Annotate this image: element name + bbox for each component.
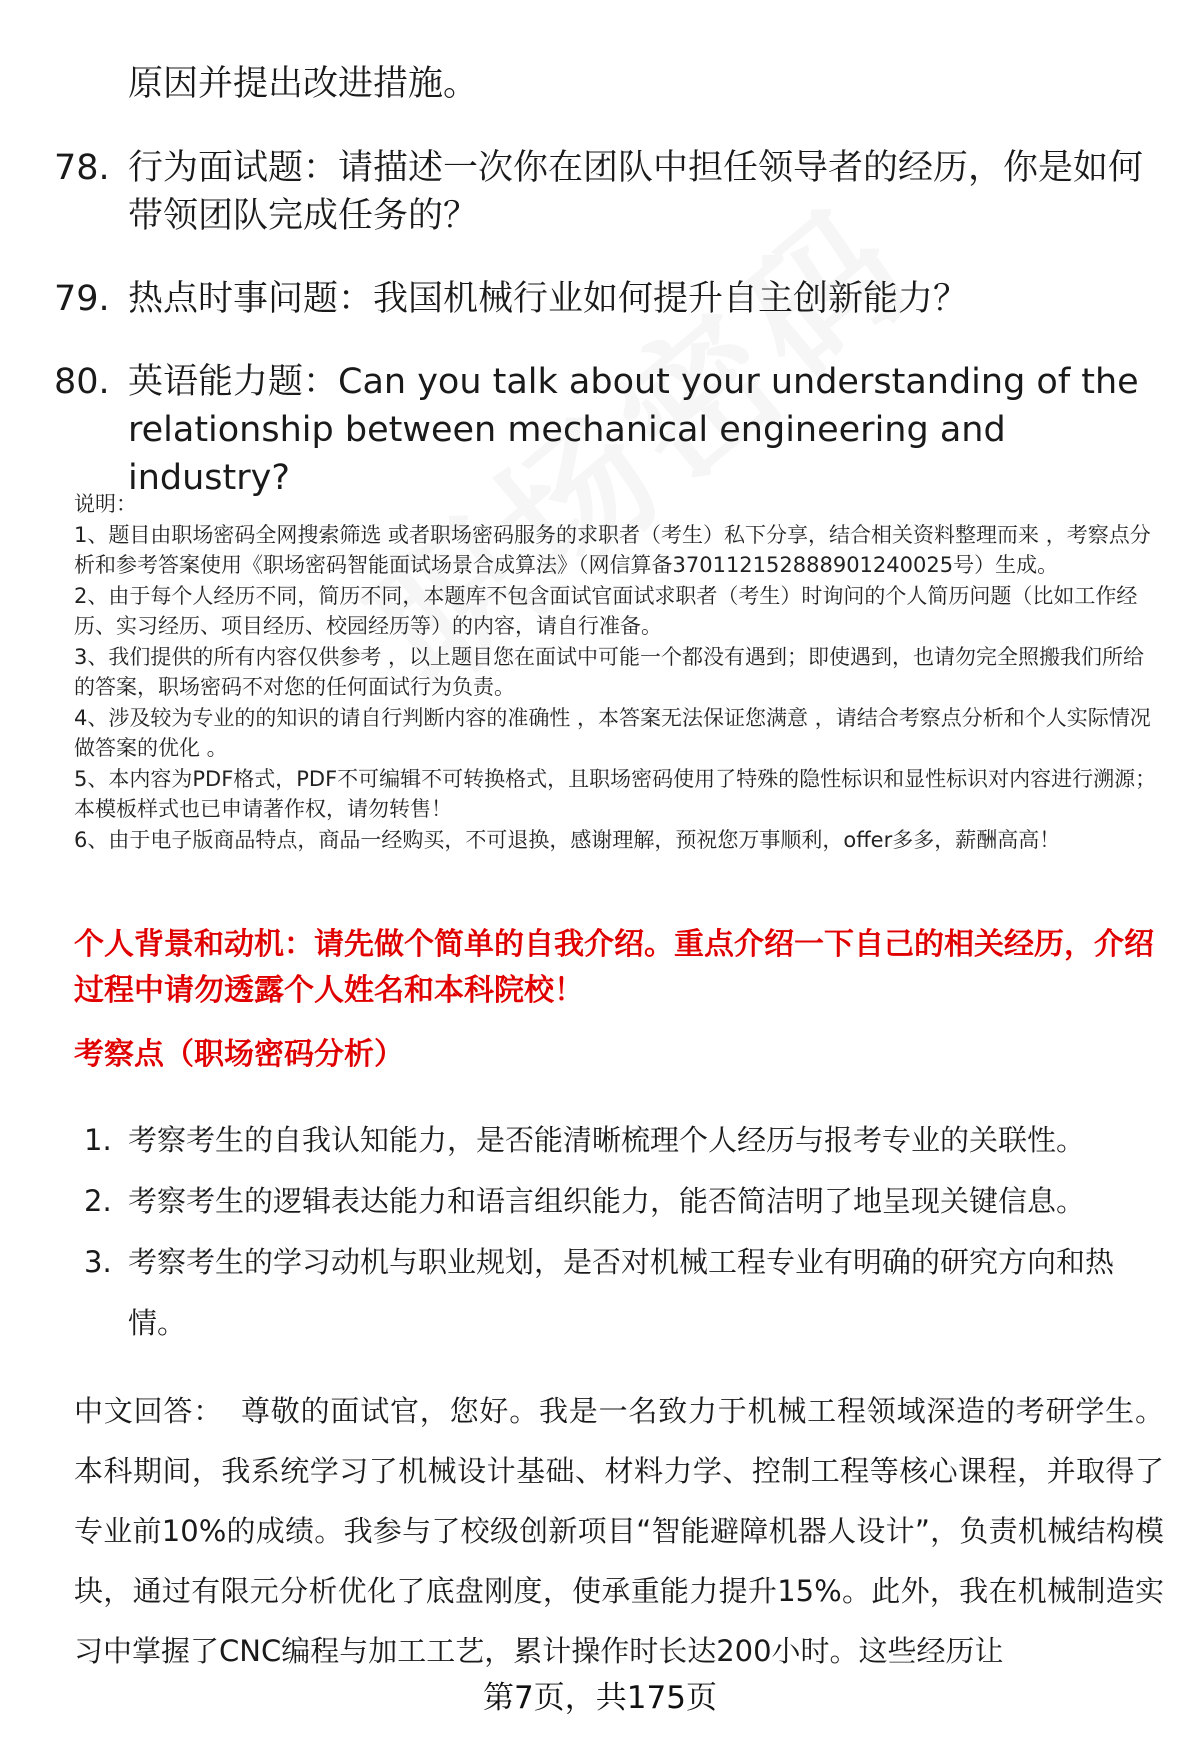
point-number: 2. [84,1184,112,1218]
question-text: 热点时事问题：我国机械行业如何提升自主创新能力？ [128,279,969,319]
answer-label: 中文回答： [74,1394,223,1428]
point-text: 考察考生的学习动机与职业规划，是否对机械工程专业有明确的研究方向和热情。 [128,1245,1115,1340]
point-text: 考察考生的逻辑表达能力和语言组织能力，能否简洁明了地呈现关键信息。 [128,1184,1086,1218]
points-list [84,1110,1164,1354]
question-heading: 个人背景和动机：请先做个简单的自我介绍。重点介绍一下自己的相关经历，介绍过程中请勿透露个人姓名和本科院校！ [74,927,1154,1008]
point-item [84,1232,1164,1354]
note-item: 3、我们提供的所有内容仅供参考 ，以上题目您在面试中可能一个都没有遇到；即使遇到，也请勿完全照搬我们所给的答案，职场密码不对您的任何面试行为负责。 [74,644,1145,699]
note-item: 2、由于每个人经历不同，简历不同，本题库不包含面试官面试求职者（考生）时询问的个人简历问题（比如工作经历、实习经历、项目经历、校园经历等）的内容，请自行准备。 [74,583,1138,638]
question-text: 英语能力题：Can you talk about your understanding of the relationship between mechanical engineering and industry? [128,362,1139,498]
note-item: 5、本内容为PDF格式，PDF不可编辑不可转换格式，且职场密码使用了特殊的隐性标识和显性标识对内容进行溯源；本模板样式也已申请著作权，请勿转售！ [74,766,1157,821]
point-number: 1. [84,1123,112,1157]
question-item [54,275,1154,323]
question-item [54,358,1154,502]
note-item: 1、题目由职场密码全网搜索筛选 或者职场密码服务的求职者（考生）私下分享，结合相关资料整理而来 ，考察点分析和参考答案使用《职场密码智能面试场景合成算法》（网信算备370112152888901240025号）生成。 [74,522,1151,577]
question-item [54,144,1154,240]
notes-title: 说明： [74,492,137,516]
question-number: 78. [54,148,110,188]
page-number: 第7页，共175页 [483,1680,717,1716]
question-continuation: 原因并提出改进措施。 [128,64,479,104]
note-item: 4、涉及较为专业的的知识的请自行判断内容的准确性 ，本答案无法保证您满意 ，请结合考察点分析和个人实际情况做答案的优化 。 [74,705,1151,760]
note-item: 6、由于电子版商品特点，商品一经购买，不可退换，感谢理解，预祝您万事顺利，offer多多，薪酬高高！ [74,827,1061,852]
point-text: 考察考生的自我认知能力，是否能清晰梳理个人经历与报考专业的关联性。 [128,1123,1086,1157]
answer-text: 尊敬的面试官，您好。我是一名致力于机械工程领域深造的考研学生。本科期间，我系统学习了机械设计基础、材料力学、控制工程等核心课程，并取得了专业前10%的成绩。我参与了校级创新项目“智能避障机器人设计”，负责机械结构模块，通过有限元分析优化了底盘刚度，使承重能力提升15%。此外，我在机械制造实习中掌握了CNC编程与加工工艺，累计操作时长达200小时。这些经历让 [74,1394,1164,1668]
points-heading: 考察点（职场密码分析） [74,1037,404,1072]
point-item [84,1110,1164,1171]
notes-section [74,489,1164,855]
answer-paragraph [74,1381,1164,1681]
question-text: 行为面试题：请描述一次你在团队中担任领导者的经历，你是如何带领团队完成任务的？ [128,148,1144,236]
point-item [84,1171,1164,1232]
point-number: 3. [84,1245,112,1279]
question-number: 80. [54,362,110,402]
question-number: 79. [54,279,110,319]
